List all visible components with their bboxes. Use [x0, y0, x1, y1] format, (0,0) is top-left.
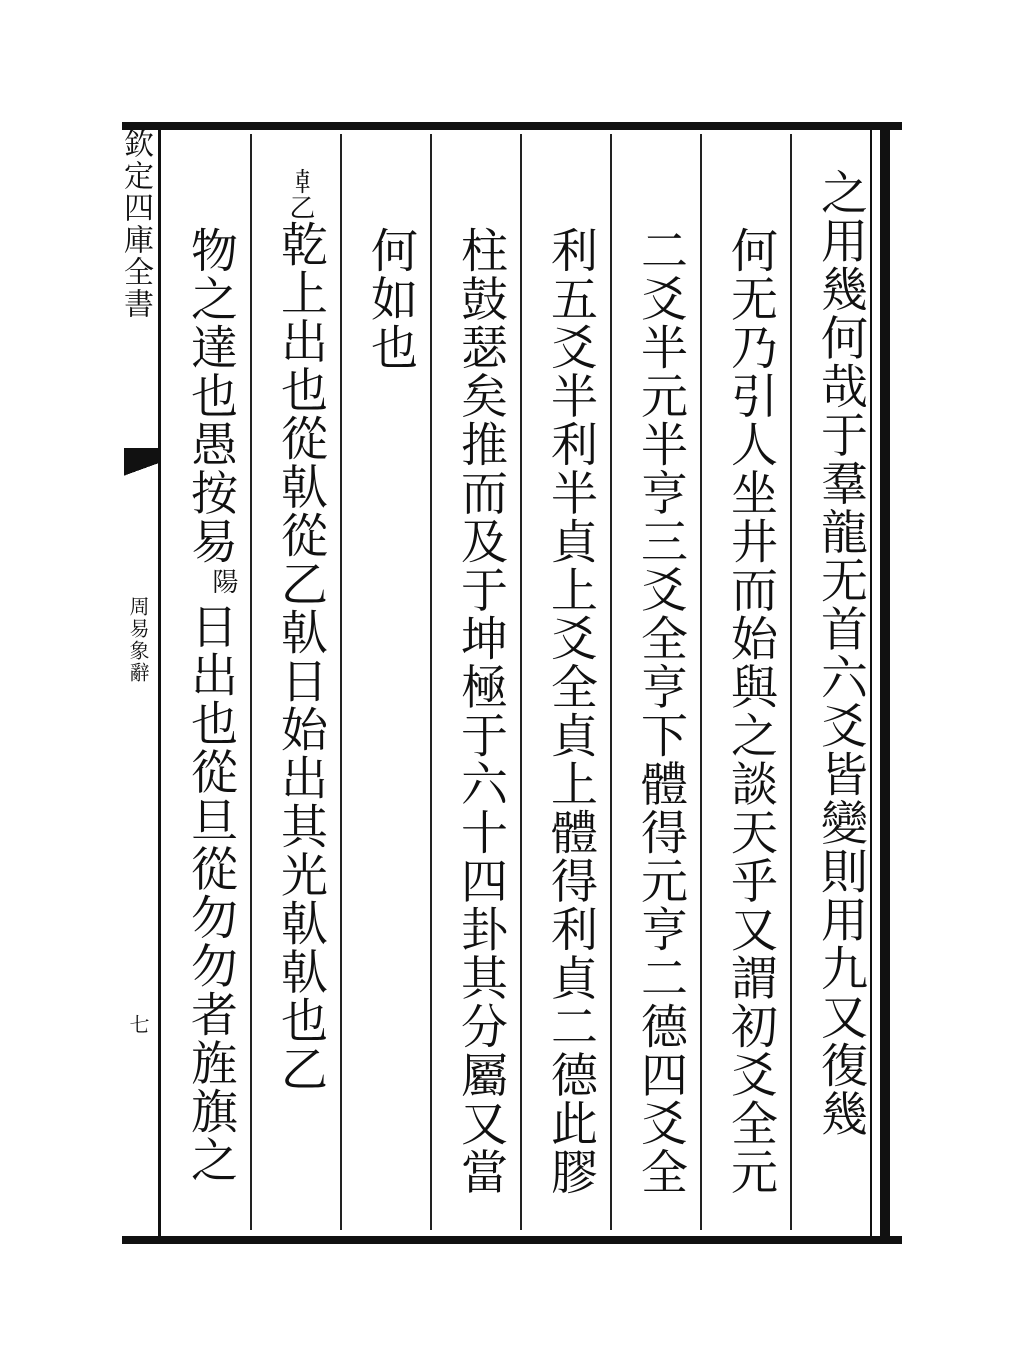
column-divider [250, 134, 252, 1230]
text-column-1: 之用幾何哉于羣龍无首六爻皆變則用九又復幾 [813, 168, 868, 1138]
text-column-8-tail: 日出也從旦從勿勿者旌旗之 [183, 602, 238, 1184]
text-column-5: 柱鼓瑟矣推而及于坤極于六十四卦其分屬又當 [453, 226, 508, 1196]
margin-page-number: 七 [126, 1014, 150, 1034]
column-divider [340, 134, 342, 1230]
interlinear-note: 陽 [208, 568, 238, 594]
column-divider [520, 134, 522, 1230]
margin-book-title: 周易象辭 [126, 596, 150, 684]
text-column-7 [270, 168, 330, 1093]
frame-bottom-rule [122, 1236, 902, 1244]
frame-right-inner-rule [870, 128, 872, 1238]
frame-top-rule [122, 122, 902, 130]
margin-title: 欽定四庫全書 [118, 128, 153, 320]
frame-left-rule [158, 128, 161, 1238]
column-divider [430, 134, 432, 1230]
text-column-3: 二爻半元半亨三爻全亨下體得元亨二德四爻全 [633, 226, 688, 1196]
column-divider [790, 134, 792, 1230]
frame-right-rule [880, 126, 890, 1240]
column-divider [610, 134, 612, 1230]
text-column-4: 利五爻半利半貞上爻全貞上體得利貞二德此膠 [543, 226, 598, 1196]
text-column-2: 何无乃引人坐井而始與之談天乎又謂初爻全元 [723, 226, 778, 1196]
headword-seal-script: 𠦝乙 [285, 168, 315, 220]
fishtail-mark [124, 448, 158, 486]
text-column-8: 物之達也愚按易 [183, 226, 238, 566]
text-column-6: 何如也 [363, 226, 418, 372]
text-column-7-body: 乾上出也從倝從乙倝日始出其光倝倝也乙 [273, 220, 328, 1093]
column-divider [700, 134, 702, 1230]
